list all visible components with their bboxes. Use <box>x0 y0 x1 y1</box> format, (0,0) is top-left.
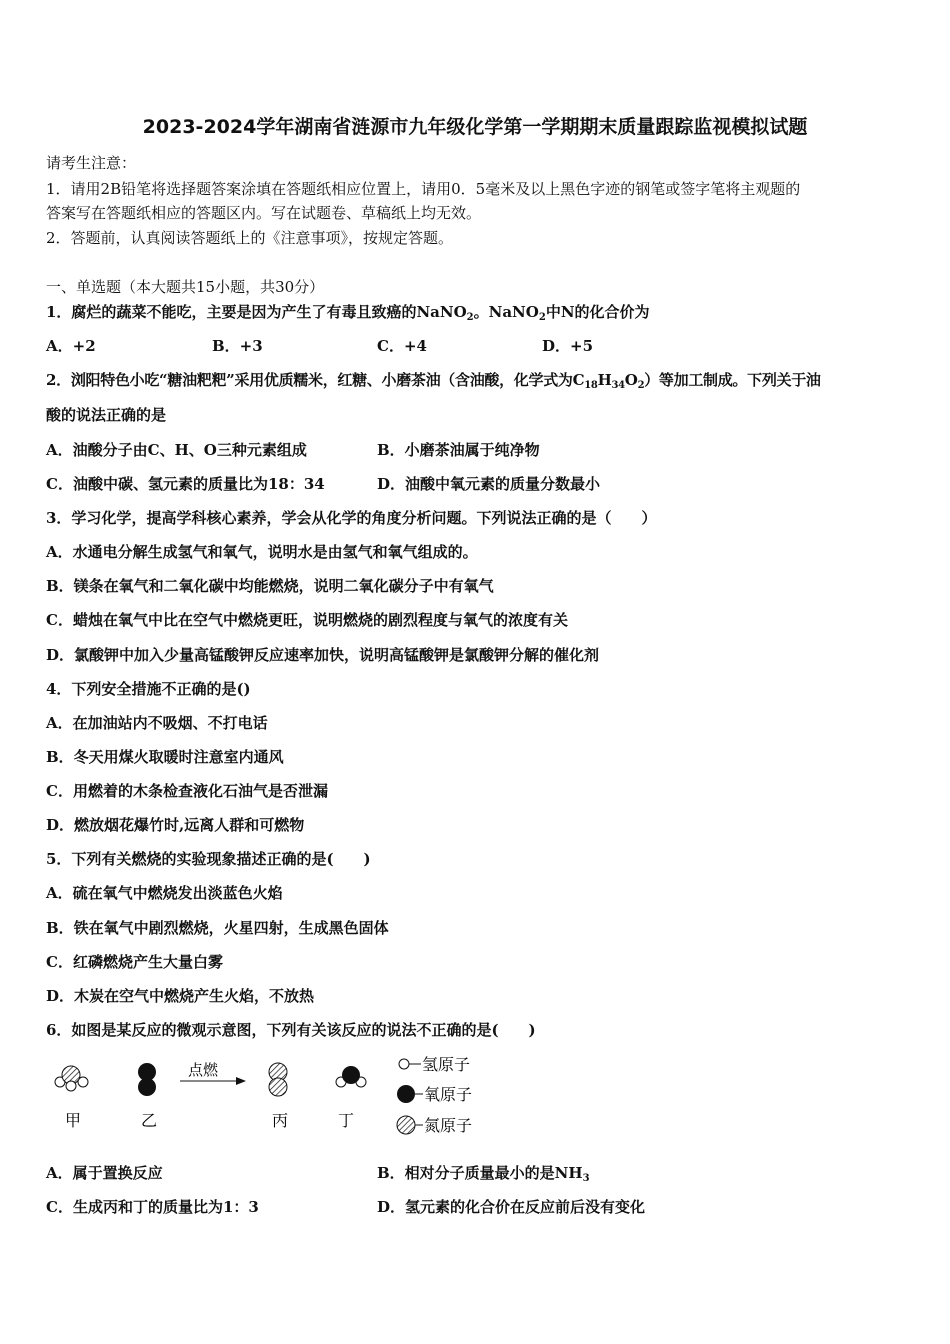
q3-option-a[interactable]: A．水通电分解生成氢气和氧气，说明水是由氢气和氧气组成的。 <box>46 543 478 561</box>
q1-option-a[interactable]: A．+2 <box>46 337 96 355</box>
legend-nitrogen <box>397 1116 423 1134</box>
q1-option-c[interactable]: C．+4 <box>377 337 427 355</box>
label-yi: 乙 <box>141 1111 158 1130</box>
q6-option-d[interactable]: D．氢元素的化合价在反应前后没有变化 <box>377 1198 646 1216</box>
q5-option-a[interactable]: A．硫在氧气中燃烧发出淡蓝色火焰 <box>46 884 283 902</box>
q6-option-a[interactable]: A．属于置换反应 <box>46 1164 163 1182</box>
q1-stem-part: 。NaNO <box>473 303 539 321</box>
question-1-stem <box>46 302 650 322</box>
q6-option-b-text: B．相对分子质量最小的是NH <box>377 1164 583 1182</box>
q1-subscript: 2 <box>538 312 546 323</box>
question-3-stem: 3．学习化学，提高学科核心素养，学会从化学的角度分析问题。下列说法正确的是（ ） <box>46 509 657 527</box>
q1-stem-part: 1．腐烂的蔬菜不能吃，主要是因为产生了有毒且致癌的NaNO <box>46 303 467 321</box>
section-heading: 一、单选题（本大题共15小题，共30分） <box>46 278 325 296</box>
legend-nitrogen-label: 氮原子 <box>424 1116 473 1135</box>
q6-option-b-subscript: 3 <box>582 1173 590 1184</box>
molecule-jia-ammonia <box>55 1066 88 1091</box>
legend-hydrogen <box>399 1059 421 1069</box>
q6-option-b[interactable] <box>377 1163 590 1183</box>
q1-subscript: 2 <box>466 312 474 323</box>
q5-option-d[interactable]: D．木炭在空气中燃烧产生火焰，不放热 <box>46 987 315 1005</box>
q3-option-c[interactable]: C．蜡烛在氧气中比在空气中燃烧更旺，说明燃烧的剧烈程度与氧气的浓度有关 <box>46 611 568 629</box>
arrow-label: 点燃 <box>188 1061 219 1079</box>
q2-stem-part: H <box>597 371 612 389</box>
q4-option-b[interactable]: B．冬天用煤火取暖时注意室内通风 <box>46 748 284 766</box>
question-6-stem: 6．如图是某反应的微观示意图，下列有关该反应的说法不正确的是( ) <box>46 1021 536 1039</box>
q2-subscript: 2 <box>637 380 645 391</box>
label-ding: 丁 <box>338 1111 355 1130</box>
notice-heading: 请考生注意： <box>46 154 137 172</box>
page-title: 2023-2024学年湖南省涟源市九年级化学第一学期期末质量跟踪监视模拟试题 <box>142 116 808 138</box>
q2-option-b[interactable]: B．小磨茶油属于纯净物 <box>377 441 540 459</box>
question-4-stem: 4．下列安全措施不正确的是() <box>46 680 251 698</box>
q5-option-c[interactable]: C．红磷燃烧产生大量白雾 <box>46 953 223 971</box>
q2-subscript: 34 <box>611 380 625 391</box>
legend-oxygen-label: 氧原子 <box>424 1085 473 1104</box>
q4-option-a[interactable]: A．在加油站内不吸烟、不打电话 <box>46 714 268 732</box>
q1-option-b[interactable]: B．+3 <box>212 337 263 355</box>
question-2-stem-line-2: 酸的说法正确的是 <box>46 406 167 424</box>
question-5-stem: 5．下列有关燃烧的实验现象描述正确的是( ) <box>46 850 371 868</box>
q2-stem-part: ）等加工制成。下列关于油 <box>644 371 821 389</box>
legend-hydrogen-label: 氢原子 <box>422 1055 471 1074</box>
label-jia: 甲 <box>65 1111 82 1130</box>
legend-oxygen <box>397 1085 423 1103</box>
notice-item-1-line-1: 1．请用2B铅笔将选择题答案涂填在答题纸相应位置上，请用0．5毫米及以上黑色字迹的钢笔或签字笔将主观题的 <box>46 180 801 198</box>
q2-stem-part: 2．浏阳特色小吃“糖油粑粑”采用优质糯米，红糖、小磨茶油（含油酸，化学式为C <box>46 371 585 389</box>
molecule-yi-oxygen <box>138 1063 156 1096</box>
q3-option-b[interactable]: B．镁条在氧气和二氧化碳中均能燃烧，说明二氧化碳分子中有氧气 <box>46 577 494 595</box>
molecule-bing-nitrogen <box>269 1063 287 1096</box>
molecule-ding-water <box>336 1066 366 1087</box>
notice-item-2: 2．答题前，认真阅读答题纸上的《注意事项》，按规定答题。 <box>46 229 454 247</box>
question-2-stem-line-1 <box>46 370 821 390</box>
q1-stem-part: 中N的化合价为 <box>545 303 650 321</box>
q2-stem-part: O <box>624 371 638 389</box>
q2-subscript: 18 <box>584 380 598 391</box>
q1-option-d[interactable]: D．+5 <box>542 337 594 355</box>
q3-option-d[interactable]: D．氯酸钾中加入少量高锰酸钾反应速率加快，说明高锰酸钾是氯酸钾分解的催化剂 <box>46 646 600 664</box>
reaction-micro-diagram <box>40 1048 500 1143</box>
q2-option-c[interactable]: C．油酸中碳、氢元素的质量比为18：34 <box>46 475 325 493</box>
q5-option-b[interactable]: B．铁在氧气中剧烈燃烧，火星四射，生成黑色固体 <box>46 919 389 937</box>
q2-option-a[interactable]: A．油酸分子由C、H、O三种元素组成 <box>46 441 307 459</box>
notice-item-1-line-2: 答案写在答题纸相应的答题区内。写在试题卷、草稿纸上均无效。 <box>46 204 482 222</box>
q4-option-c[interactable]: C．用燃着的木条检查液化石油气是否泄漏 <box>46 782 328 800</box>
label-bing: 丙 <box>272 1111 289 1130</box>
q4-option-d[interactable]: D．燃放烟花爆竹时,远离人群和可燃物 <box>46 816 305 834</box>
q6-option-c[interactable]: C．生成丙和丁的质量比为1：3 <box>46 1198 259 1216</box>
q2-option-d[interactable]: D．油酸中氧元素的质量分数最小 <box>377 475 601 493</box>
